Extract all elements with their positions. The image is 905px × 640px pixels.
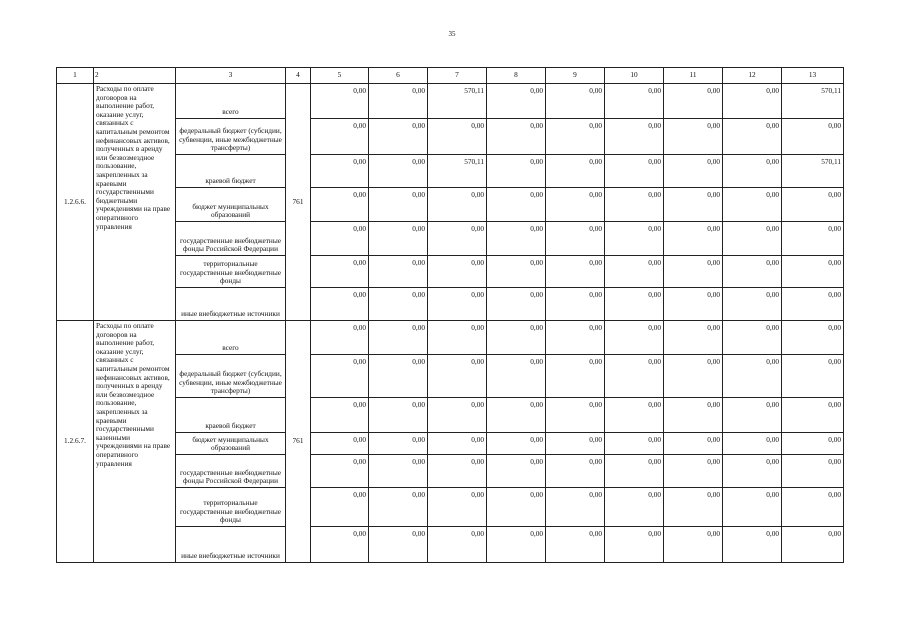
table-body <box>57 68 844 563</box>
amount-cell: 0,00 <box>487 455 546 488</box>
amount-cell: 0,00 <box>723 288 782 321</box>
amount-cell: 0,00 <box>664 119 723 155</box>
funding-source: территориальные государственные внебюджетные фонды <box>176 256 286 288</box>
amount-cell: 0,00 <box>311 398 369 433</box>
amount-cell: 0,00 <box>664 222 723 256</box>
amount-cell: 0,00 <box>723 119 782 155</box>
amount-cell: 0,00 <box>311 256 369 288</box>
amount-cell: 0,00 <box>428 433 487 455</box>
funding-source: государственные внебюджетные фонды Российской Федерации <box>176 455 286 488</box>
amount-cell: 0,00 <box>546 433 605 455</box>
funding-source: бюджет муниципальных образований <box>176 433 286 455</box>
amount-cell: 0,00 <box>605 288 664 321</box>
amount-cell: 0,00 <box>782 321 844 355</box>
amount-cell: 0,00 <box>311 433 369 455</box>
amount-cell: 0,00 <box>782 288 844 321</box>
amount-cell: 0,00 <box>546 488 605 527</box>
amount-cell: 0,00 <box>369 398 428 433</box>
amount-cell: 0,00 <box>428 188 487 222</box>
column-header-1: 1 <box>57 68 94 84</box>
admin-code: 761 <box>286 321 311 563</box>
item-code: 1.2.6.7. <box>57 321 94 563</box>
amount-cell: 0,00 <box>369 188 428 222</box>
amount-cell: 0,00 <box>723 321 782 355</box>
amount-cell: 0,00 <box>311 288 369 321</box>
amount-cell: 0,00 <box>664 398 723 433</box>
amount-cell: 0,00 <box>782 355 844 398</box>
amount-cell: 0,00 <box>723 455 782 488</box>
table-row <box>57 119 844 155</box>
amount-cell: 0,00 <box>605 321 664 355</box>
amount-cell: 0,00 <box>428 355 487 398</box>
amount-cell: 570,11 <box>428 155 487 188</box>
column-header-9: 9 <box>546 68 605 84</box>
amount-cell: 0,00 <box>428 119 487 155</box>
amount-cell: 0,00 <box>605 398 664 433</box>
amount-cell: 0,00 <box>664 455 723 488</box>
table-row <box>57 527 844 563</box>
table-row <box>57 355 844 398</box>
amount-cell: 0,00 <box>428 488 487 527</box>
amount-cell: 0,00 <box>369 155 428 188</box>
amount-cell: 0,00 <box>487 119 546 155</box>
amount-cell: 0,00 <box>605 84 664 119</box>
amount-cell: 0,00 <box>487 488 546 527</box>
amount-cell: 0,00 <box>605 455 664 488</box>
table-row <box>57 433 844 455</box>
amount-cell: 0,00 <box>723 222 782 256</box>
amount-cell: 0,00 <box>369 488 428 527</box>
amount-cell: 0,00 <box>487 321 546 355</box>
item-description: Расходы по оплате договоров на выполнение работ, оказание услуг, связанных с капитальным ремонтом нефинансовых активов, полученных в аренду или безвозмездное пользование, закрепленных за краевыми государственными бюджетными учреждениями на праве оперативного управления <box>94 84 176 321</box>
amount-cell: 0,00 <box>546 288 605 321</box>
amount-cell: 0,00 <box>369 288 428 321</box>
amount-cell: 0,00 <box>723 398 782 433</box>
amount-cell: 0,00 <box>664 256 723 288</box>
amount-cell: 0,00 <box>723 433 782 455</box>
amount-cell: 0,00 <box>369 433 428 455</box>
amount-cell: 0,00 <box>487 398 546 433</box>
funding-source: бюджет муниципальных образований <box>176 188 286 222</box>
amount-cell: 0,00 <box>369 119 428 155</box>
amount-cell: 0,00 <box>605 433 664 455</box>
amount-cell: 0,00 <box>782 222 844 256</box>
column-header-13: 13 <box>782 68 844 84</box>
amount-cell: 0,00 <box>664 84 723 119</box>
funding-source: иные внебюджетные источники <box>176 527 286 563</box>
funding-source: государственные внебюджетные фонды Российской Федерации <box>176 222 286 256</box>
amount-cell: 0,00 <box>546 527 605 563</box>
amount-cell: 0,00 <box>605 355 664 398</box>
column-header-2: 2 <box>94 68 176 84</box>
amount-cell: 0,00 <box>369 527 428 563</box>
item-description: Расходы по оплате договоров на выполнение работ, оказание услуг, связанных с капитальным ремонтом нефинансовых активов, полученных в аренду или безвозмездное пользование, закрепленных за краевыми государственными казенными учреждениями на праве оперативного управления <box>94 321 176 563</box>
amount-cell: 0,00 <box>782 488 844 527</box>
amount-cell: 0,00 <box>369 222 428 256</box>
funding-source: всего <box>176 321 286 355</box>
amount-cell: 0,00 <box>487 155 546 188</box>
amount-cell: 0,00 <box>311 488 369 527</box>
amount-cell: 0,00 <box>428 256 487 288</box>
item-code: 1.2.6.6. <box>57 84 94 321</box>
amount-cell: 0,00 <box>311 155 369 188</box>
amount-cell: 0,00 <box>546 321 605 355</box>
funding-source: всего <box>176 84 286 119</box>
amount-cell: 0,00 <box>664 321 723 355</box>
header-row <box>57 68 844 84</box>
column-header-12: 12 <box>723 68 782 84</box>
table-row <box>57 256 844 288</box>
table-row <box>57 84 844 119</box>
column-header-8: 8 <box>487 68 546 84</box>
column-header-11: 11 <box>664 68 723 84</box>
funding-source: федеральный бюджет (субсидии, субвенции, иные межбюджетные трансферты) <box>176 119 286 155</box>
amount-cell: 0,00 <box>369 455 428 488</box>
amount-cell: 0,00 <box>546 222 605 256</box>
amount-cell: 0,00 <box>782 527 844 563</box>
funding-source: краевой бюджет <box>176 398 286 433</box>
amount-cell: 0,00 <box>311 119 369 155</box>
column-header-10: 10 <box>605 68 664 84</box>
amount-cell: 0,00 <box>311 222 369 256</box>
amount-cell: 0,00 <box>546 188 605 222</box>
amount-cell: 0,00 <box>546 398 605 433</box>
amount-cell: 0,00 <box>664 527 723 563</box>
amount-cell: 0,00 <box>546 84 605 119</box>
amount-cell: 0,00 <box>311 355 369 398</box>
page-number: 35 <box>448 30 456 38</box>
amount-cell: 0,00 <box>428 527 487 563</box>
column-header-3: 3 <box>176 68 286 84</box>
amount-cell: 0,00 <box>428 288 487 321</box>
amount-cell: 0,00 <box>428 455 487 488</box>
funding-source: территориальные государственные внебюджетные фонды <box>176 488 286 527</box>
amount-cell: 0,00 <box>546 455 605 488</box>
amount-cell: 0,00 <box>723 84 782 119</box>
budget-table <box>56 67 844 563</box>
amount-cell: 0,00 <box>723 488 782 527</box>
funding-source: иные внебюджетные источники <box>176 288 286 321</box>
column-header-6: 6 <box>369 68 428 84</box>
amount-cell: 0,00 <box>487 188 546 222</box>
amount-cell: 0,00 <box>782 256 844 288</box>
amount-cell: 0,00 <box>723 155 782 188</box>
amount-cell: 0,00 <box>546 355 605 398</box>
amount-cell: 0,00 <box>369 256 428 288</box>
amount-cell: 0,00 <box>723 256 782 288</box>
amount-cell: 0,00 <box>369 84 428 119</box>
amount-cell: 0,00 <box>605 527 664 563</box>
column-header-5: 5 <box>311 68 369 84</box>
column-header-7: 7 <box>428 68 487 84</box>
amount-cell: 0,00 <box>428 321 487 355</box>
table-row <box>57 222 844 256</box>
amount-cell: 0,00 <box>311 188 369 222</box>
amount-cell: 0,00 <box>487 84 546 119</box>
amount-cell: 0,00 <box>487 355 546 398</box>
amount-cell: 0,00 <box>487 288 546 321</box>
amount-cell: 0,00 <box>782 188 844 222</box>
amount-cell: 0,00 <box>664 355 723 398</box>
table-row <box>57 288 844 321</box>
amount-cell: 0,00 <box>311 455 369 488</box>
amount-cell: 0,00 <box>487 433 546 455</box>
amount-cell: 0,00 <box>487 256 546 288</box>
amount-cell: 0,00 <box>605 222 664 256</box>
amount-cell: 0,00 <box>311 321 369 355</box>
funding-source: краевой бюджет <box>176 155 286 188</box>
table-row <box>57 455 844 488</box>
amount-cell: 0,00 <box>605 488 664 527</box>
amount-cell: 0,00 <box>723 527 782 563</box>
amount-cell: 0,00 <box>723 188 782 222</box>
amount-cell: 0,00 <box>605 188 664 222</box>
amount-cell: 0,00 <box>546 119 605 155</box>
table-row <box>57 398 844 433</box>
amount-cell: 0,00 <box>605 155 664 188</box>
amount-cell: 0,00 <box>664 188 723 222</box>
column-header-4: 4 <box>286 68 311 84</box>
amount-cell: 570,11 <box>428 84 487 119</box>
amount-cell: 0,00 <box>664 433 723 455</box>
amount-cell: 0,00 <box>782 119 844 155</box>
amount-cell: 570,11 <box>782 155 844 188</box>
amount-cell: 0,00 <box>782 398 844 433</box>
amount-cell: 0,00 <box>605 256 664 288</box>
amount-cell: 0,00 <box>311 84 369 119</box>
table-row <box>57 188 844 222</box>
amount-cell: 0,00 <box>546 155 605 188</box>
amount-cell: 0,00 <box>782 433 844 455</box>
admin-code: 761 <box>286 84 311 321</box>
amount-cell: 0,00 <box>664 288 723 321</box>
amount-cell: 0,00 <box>664 155 723 188</box>
amount-cell: 0,00 <box>487 222 546 256</box>
table-row <box>57 488 844 527</box>
amount-cell: 0,00 <box>369 355 428 398</box>
table-row <box>57 155 844 188</box>
funding-source: федеральный бюджет (субсидии, субвенции, иные межбюджетные трансферты) <box>176 355 286 398</box>
amount-cell: 0,00 <box>723 355 782 398</box>
table-row <box>57 321 844 355</box>
amount-cell: 0,00 <box>428 398 487 433</box>
amount-cell: 0,00 <box>605 119 664 155</box>
amount-cell: 0,00 <box>311 527 369 563</box>
amount-cell: 0,00 <box>546 256 605 288</box>
amount-cell: 0,00 <box>428 222 487 256</box>
amount-cell: 0,00 <box>369 321 428 355</box>
amount-cell: 0,00 <box>487 527 546 563</box>
amount-cell: 0,00 <box>664 488 723 527</box>
amount-cell: 570,11 <box>782 84 844 119</box>
amount-cell: 0,00 <box>782 455 844 488</box>
